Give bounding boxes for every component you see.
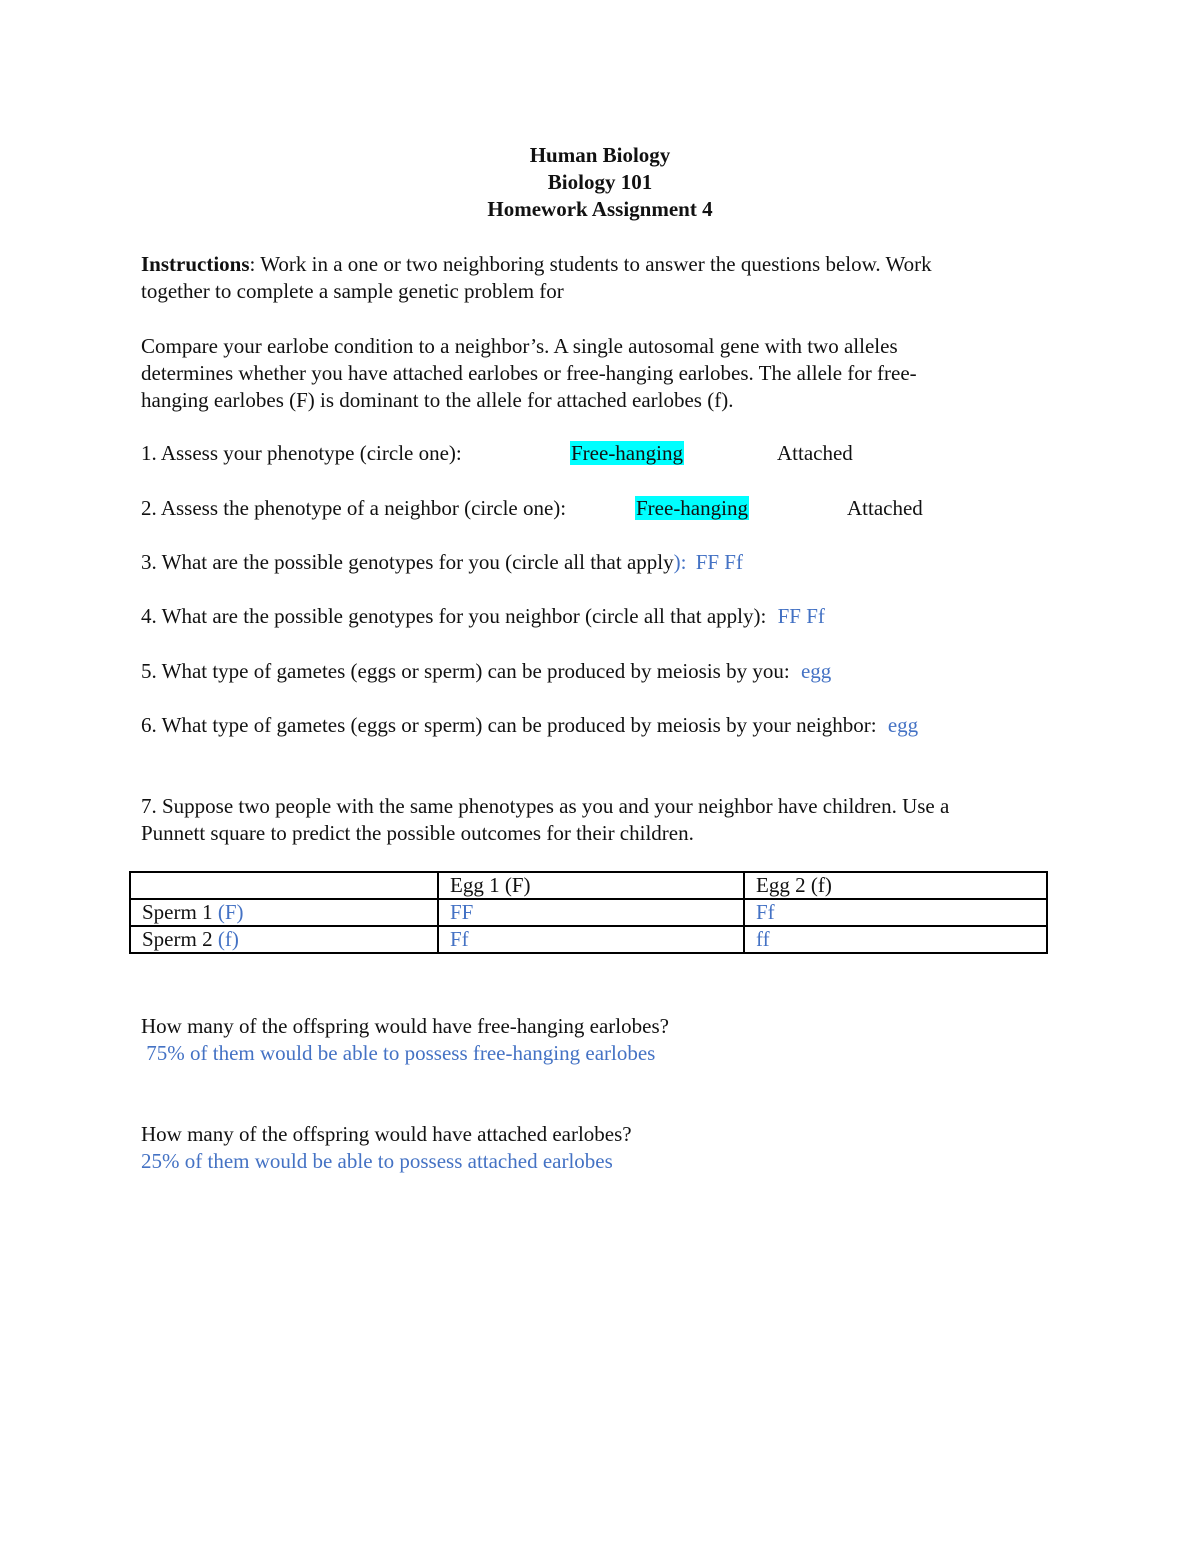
sperm-allele: (F) [217, 900, 244, 924]
question-7-line-1: 7. Suppose two people with the same phenotypes as you and your neighbor have children. Use a [141, 794, 950, 818]
question-4-text: 4. What are the possible genotypes for you neighbor (circle all that apply): [141, 604, 767, 628]
highlighted-answer: Free-hanging [636, 496, 748, 520]
question-1-option-free-hanging[interactable] [570, 440, 684, 467]
punnett-square-table [129, 871, 1048, 954]
question-6-answer: egg [887, 713, 919, 737]
row-label-sperm-1 [130, 899, 438, 926]
question-3 [141, 549, 743, 576]
question-4-answer: FF Ff [777, 604, 825, 628]
sperm-label: Sperm 1 [142, 900, 218, 924]
intro-line-2: determines whether you have attached earlobes or free-hanging earlobes. The allele for free- [141, 361, 917, 385]
sperm-label: Sperm 2 [142, 927, 218, 951]
question-6-text: 6. What type of gametes (eggs or sperm) can be produced by meiosis by your neighbor: [141, 713, 877, 737]
table-row [130, 899, 1047, 926]
attached-question: How many of the offspring would have attached earlobes? [141, 1122, 632, 1146]
free-hanging-question: How many of the offspring would have free-hanging earlobes? [141, 1014, 669, 1038]
sperm-allele: (f) [217, 927, 239, 951]
table-cell: FF [438, 899, 744, 926]
intro-paragraph [141, 333, 1061, 414]
table-header-row [130, 872, 1047, 899]
course-name: Biology 101 [547, 170, 653, 194]
instructions-text-1: : Work in a one or two neighboring students to answer the questions below. Work [249, 252, 932, 276]
question-3-answer: FF Ff [695, 550, 743, 574]
question-1-text: 1. Assess your phenotype (circle one): [141, 441, 462, 465]
question-4 [141, 603, 825, 630]
row-label-sperm-2 [130, 926, 438, 953]
question-2-option-attached[interactable]: Attached [847, 496, 923, 520]
table-cell: Ff [744, 899, 1047, 926]
question-3-close: ): [673, 550, 687, 574]
question-6 [141, 712, 918, 739]
instructions-paragraph [141, 251, 1061, 305]
intro-line-1: Compare your earlobe condition to a neighbor’s. A single autosomal gene with two alleles [141, 334, 898, 358]
free-hanging-answer: 75% of them would be able to possess free-hanging earlobes [141, 1041, 656, 1065]
question-7-line-2: Punnett square to predict the possible outcomes for their children. [141, 821, 694, 845]
document-header [0, 142, 1200, 223]
highlighted-answer: Free-hanging [571, 441, 683, 465]
table-header-cell-egg-2: Egg 2 (f) [744, 872, 1047, 899]
table-row [130, 926, 1047, 953]
document-title: Human Biology [529, 143, 671, 167]
instructions-text-2: together to complete a sample genetic problem for [141, 279, 564, 303]
table-header-cell-empty [130, 872, 438, 899]
question-2-text: 2. Assess the phenotype of a neighbor (circle one): [141, 496, 567, 520]
attached-answer: 25% of them would be able to possess attached earlobes [141, 1149, 613, 1173]
question-1-option-attached[interactable]: Attached [777, 441, 853, 465]
question-7 [141, 793, 1061, 847]
table-header-cell-egg-1: Egg 1 (F) [438, 872, 744, 899]
intro-line-3: hanging earlobes (F) is dominant to the allele for attached earlobes (f). [141, 388, 734, 412]
question-5-answer: egg [800, 659, 832, 683]
table-cell: Ff [438, 926, 744, 953]
instructions-label: Instructions [141, 252, 250, 276]
question-5 [141, 658, 831, 685]
assignment-title: Homework Assignment 4 [487, 197, 713, 221]
question-3-text: 3. What are the possible genotypes for you (circle all that apply [141, 550, 674, 574]
question-5-text: 5. What type of gametes (eggs or sperm) can be produced by meiosis by you: [141, 659, 790, 683]
table-cell: ff [744, 926, 1047, 953]
attached-followup [141, 1121, 1061, 1175]
free-hanging-followup [141, 1013, 1061, 1067]
question-2-option-free-hanging[interactable] [635, 495, 749, 522]
